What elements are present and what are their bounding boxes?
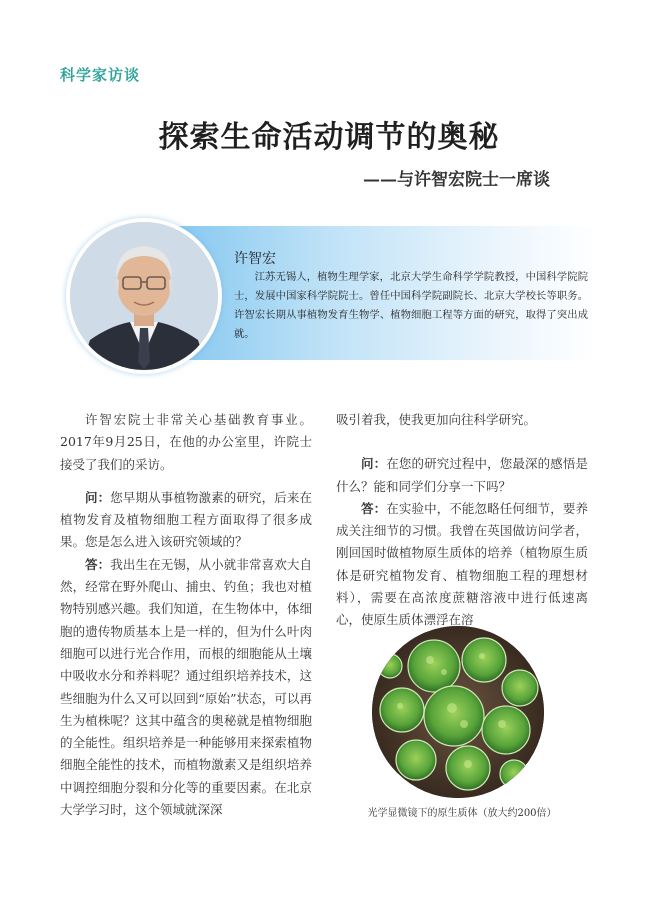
question-2: [336, 453, 588, 498]
bio-name: 许智宏: [234, 251, 276, 267]
right-column: [336, 409, 588, 632]
bio-text: 江苏无锡人，植物生理学家，北京大学生命科学学院教授，中国科学院院士，发展中国家科学院院士。曾任中国科学院副院长、北京大学校长等职务。许智宏长期从事植物发育生物学、植物细胞工程等方面的研究，取得了突出成就。: [234, 271, 588, 340]
continuation-paragraph: 吸引着我，使我更加向往科学研究。: [336, 412, 537, 427]
question-2-label: 问：: [361, 456, 387, 472]
question-2-text: 在您的研究过程中，您最深的感悟是什么？能和同学们分享一下吗？: [336, 456, 588, 494]
answer-1: [60, 554, 312, 822]
answer-2: [336, 498, 588, 632]
question-1: [60, 487, 312, 554]
portrait-photo: [70, 222, 218, 370]
left-column: [60, 409, 312, 821]
answer-2-text: 在实验中，不能忽略任何细节，要养成关注细节的习惯。我曾在英国做访问学者，刚回国时做植物原生质体的培养（植物原生质体是研究植物发育、植物细胞工程的理想材料），需要在高浓度蔗糖溶液中进行低速离心，使原生质体漂浮在溶: [336, 500, 588, 628]
portrait-illustration: [70, 222, 218, 370]
answer-1-text: 我出生在无锡，从小就非常喜欢大自然，经常在野外爬山、捕虫、钓鱼；我也对植物特别感兴趣。我们知道，在生物体中，体细胞的遗传物质基本上是一样的，但为什么叶肉细胞可以进行光合作用，而根的细胞能从土壤中吸收水分和养料呢？通过组织培养技术，这些细胞为什么又可以回到“原始”状态，可以再生为植株呢？这其中蕴含的奥秘就是植物细胞的全能性。组织培养是一种能够用来探索植物细胞全能性的技术，而植物激素又是组织培养中调控细胞分裂和分化等的重要因素。在北京大学学习时，这个领域就深深: [60, 556, 312, 818]
page-subtitle: ——与许智宏院士一席谈: [363, 170, 550, 190]
question-1-label: 问：: [85, 489, 111, 505]
answer-2-label: 答：: [361, 500, 387, 516]
figure-caption: 光学显微镜下的原生质体（放大约200倍）: [367, 808, 557, 819]
protoplast-illustration: [372, 626, 544, 798]
intro-paragraph: 许智宏院士非常关心基础教育事业。2017年9月25日，在他的办公室里，许院士接受了我们的采访。: [60, 412, 312, 472]
microscope-image: [372, 626, 544, 798]
section-label: 科学家访谈: [60, 66, 141, 84]
question-1-text: 您早期从事植物激素的研究，后来在植物发育及植物细胞工程方面取得了很多成果。您是怎么进入该研究领域的？: [60, 489, 312, 550]
page-title: 探索生命活动调节的奥秘: [158, 120, 500, 155]
answer-1-label: 答：: [85, 556, 111, 572]
